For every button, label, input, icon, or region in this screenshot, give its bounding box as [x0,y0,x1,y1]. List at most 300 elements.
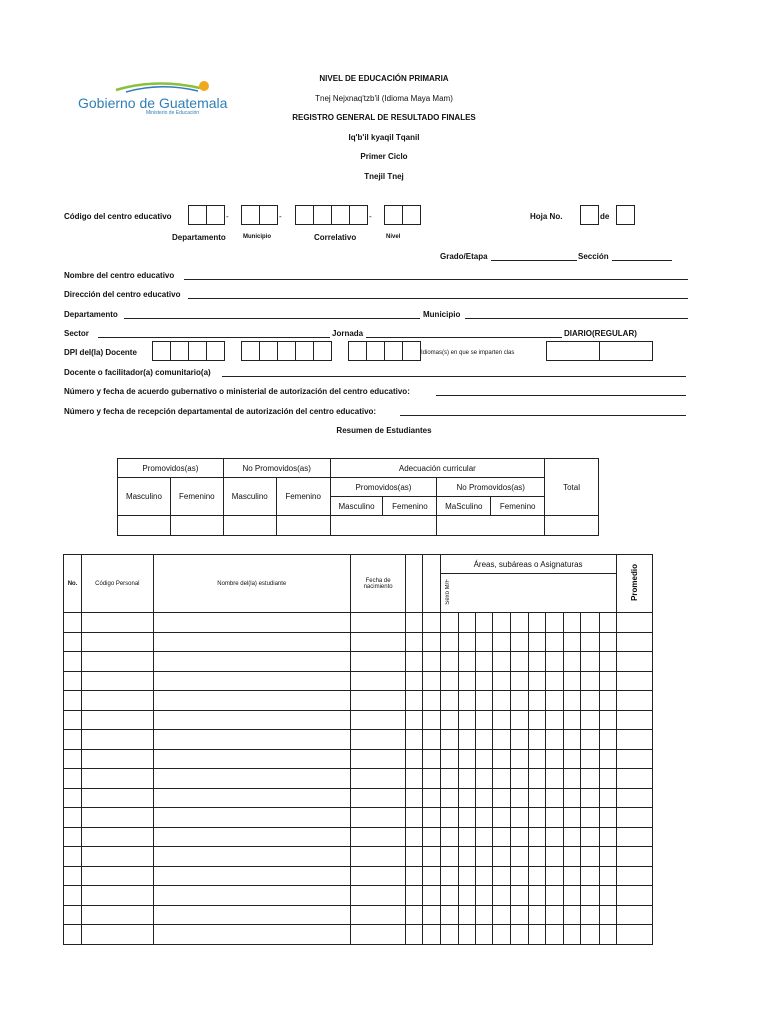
table-cell[interactable] [82,866,153,886]
table-cell[interactable] [350,749,405,769]
table-cell[interactable] [153,827,350,847]
table-cell[interactable] [492,691,510,711]
table-cell[interactable] [350,671,405,691]
table-cell[interactable] [153,866,350,886]
table-cell[interactable] [564,866,581,886]
table-cell[interactable] [82,613,153,633]
table-cell[interactable] [581,905,599,925]
table-cell[interactable] [564,691,581,711]
table-cell[interactable] [153,613,350,633]
table-cell[interactable] [492,788,510,808]
table-cell[interactable] [64,847,82,867]
table-cell[interactable] [458,866,475,886]
table-cell[interactable] [599,925,616,945]
table-cell[interactable] [475,710,492,730]
table-cell[interactable] [599,710,616,730]
table-cell[interactable] [510,827,528,847]
table-cell[interactable] [458,788,475,808]
table-cell[interactable] [475,847,492,867]
sector-field[interactable] [98,337,330,338]
table-cell[interactable] [423,730,440,750]
table-cell[interactable] [529,788,546,808]
resumen-cell[interactable] [437,516,545,536]
table-cell[interactable] [64,671,82,691]
table-cell[interactable] [153,847,350,867]
table-cell[interactable] [153,808,350,828]
table-cell[interactable] [350,652,405,672]
table-cell[interactable] [350,905,405,925]
table-cell[interactable] [546,691,564,711]
table-cell[interactable] [475,613,492,633]
table-cell[interactable] [423,749,440,769]
table-cell[interactable] [153,710,350,730]
table-cell[interactable] [153,905,350,925]
table-cell[interactable] [510,749,528,769]
resumen-cell[interactable] [545,516,599,536]
table-cell[interactable] [440,632,458,652]
table-cell[interactable] [458,847,475,867]
table-cell[interactable] [616,847,652,867]
table-cell[interactable] [616,808,652,828]
table-cell[interactable] [564,808,581,828]
table-cell[interactable] [458,905,475,925]
table-cell[interactable] [350,788,405,808]
table-cell[interactable] [510,925,528,945]
table-cell[interactable] [529,749,546,769]
table-cell[interactable] [350,691,405,711]
table-cell[interactable] [546,749,564,769]
table-cell[interactable] [599,827,616,847]
table-cell[interactable] [475,671,492,691]
table-cell[interactable] [406,769,423,789]
table-cell[interactable] [64,886,82,906]
table-cell[interactable] [82,905,153,925]
table-cell[interactable] [581,847,599,867]
table-cell[interactable] [475,652,492,672]
table-cell[interactable] [458,808,475,828]
resumen-cell[interactable] [330,516,437,536]
table-cell[interactable] [581,788,599,808]
table-cell[interactable] [510,691,528,711]
table-cell[interactable] [406,730,423,750]
departamento-field[interactable] [124,318,420,319]
table-cell[interactable] [458,632,475,652]
table-cell[interactable] [423,671,440,691]
resumen-cell[interactable] [276,516,330,536]
table-cell[interactable] [440,613,458,633]
table-cell[interactable] [458,827,475,847]
table-cell[interactable] [616,925,652,945]
table-cell[interactable] [616,866,652,886]
table-cell[interactable] [475,749,492,769]
resumen-cell[interactable] [118,516,171,536]
direccion-field[interactable] [188,298,688,299]
table-cell[interactable] [350,866,405,886]
table-cell[interactable] [529,730,546,750]
table-cell[interactable] [440,866,458,886]
table-cell[interactable] [423,905,440,925]
table-cell[interactable] [529,632,546,652]
table-cell[interactable] [406,652,423,672]
table-cell[interactable] [564,827,581,847]
table-cell[interactable] [599,749,616,769]
table-cell[interactable] [458,886,475,906]
table-cell[interactable] [492,925,510,945]
table-cell[interactable] [440,925,458,945]
table-cell[interactable] [546,847,564,867]
table-cell[interactable] [581,652,599,672]
table-cell[interactable] [529,691,546,711]
table-cell[interactable] [475,788,492,808]
table-cell[interactable] [599,769,616,789]
municipio-field[interactable] [465,318,688,319]
table-cell[interactable] [581,710,599,730]
table-cell[interactable] [82,632,153,652]
table-cell[interactable] [564,769,581,789]
table-cell[interactable] [406,671,423,691]
table-cell[interactable] [492,886,510,906]
table-cell[interactable] [581,749,599,769]
table-cell[interactable] [406,827,423,847]
table-cell[interactable] [458,749,475,769]
table-cell[interactable] [82,652,153,672]
table-cell[interactable] [510,632,528,652]
table-cell[interactable] [82,710,153,730]
table-cell[interactable] [475,866,492,886]
table-cell[interactable] [475,925,492,945]
table-cell[interactable] [64,710,82,730]
table-cell[interactable] [423,613,440,633]
table-cell[interactable] [492,827,510,847]
table-cell[interactable] [64,730,82,750]
table-cell[interactable] [64,808,82,828]
table-cell[interactable] [492,847,510,867]
table-cell[interactable] [564,905,581,925]
table-cell[interactable] [153,730,350,750]
table-cell[interactable] [546,827,564,847]
hoja-total-box[interactable] [616,205,635,225]
table-cell[interactable] [581,691,599,711]
table-cell[interactable] [616,769,652,789]
table-cell[interactable] [546,886,564,906]
table-cell[interactable] [82,788,153,808]
table-cell[interactable] [64,613,82,633]
table-cell[interactable] [581,925,599,945]
table-cell[interactable] [458,925,475,945]
table-cell[interactable] [406,788,423,808]
table-cell[interactable] [82,730,153,750]
table-cell[interactable] [564,632,581,652]
table-cell[interactable] [153,691,350,711]
table-cell[interactable] [406,847,423,867]
table-cell[interactable] [64,652,82,672]
table-cell[interactable] [546,710,564,730]
table-cell[interactable] [406,905,423,925]
table-cell[interactable] [599,788,616,808]
table-cell[interactable] [440,808,458,828]
table-cell[interactable] [475,905,492,925]
table-cell[interactable] [529,925,546,945]
table-cell[interactable] [475,808,492,828]
table-cell[interactable] [616,691,652,711]
table-cell[interactable] [529,808,546,828]
table-cell[interactable] [599,613,616,633]
table-cell[interactable] [581,613,599,633]
recepcion-field[interactable] [400,415,686,416]
table-cell[interactable] [350,886,405,906]
nombre-field[interactable] [184,279,688,280]
table-cell[interactable] [581,886,599,906]
table-cell[interactable] [458,613,475,633]
table-cell[interactable] [440,788,458,808]
table-cell[interactable] [153,749,350,769]
table-cell[interactable] [350,613,405,633]
table-cell[interactable] [510,613,528,633]
table-cell[interactable] [64,691,82,711]
table-cell[interactable] [64,905,82,925]
table-cell[interactable] [423,691,440,711]
table-cell[interactable] [153,652,350,672]
table-cell[interactable] [350,808,405,828]
table-cell[interactable] [82,886,153,906]
table-cell[interactable] [475,769,492,789]
table-cell[interactable] [458,691,475,711]
table-cell[interactable] [616,827,652,847]
table-cell[interactable] [529,827,546,847]
table-cell[interactable] [616,710,652,730]
grado-field[interactable] [491,260,577,261]
table-cell[interactable] [599,808,616,828]
table-cell[interactable] [153,788,350,808]
table-cell[interactable] [423,652,440,672]
table-cell[interactable] [529,847,546,867]
table-cell[interactable] [599,691,616,711]
table-cell[interactable] [423,925,440,945]
table-cell[interactable] [492,808,510,828]
table-cell[interactable] [510,730,528,750]
table-cell[interactable] [423,632,440,652]
table-cell[interactable] [616,886,652,906]
table-cell[interactable] [599,866,616,886]
table-cell[interactable] [406,613,423,633]
table-cell[interactable] [581,671,599,691]
table-cell[interactable] [510,905,528,925]
table-cell[interactable] [350,769,405,789]
table-cell[interactable] [406,710,423,730]
table-cell[interactable] [458,671,475,691]
table-cell[interactable] [423,886,440,906]
table-cell[interactable] [82,808,153,828]
table-cell[interactable] [440,769,458,789]
table-cell[interactable] [82,691,153,711]
table-cell[interactable] [510,652,528,672]
table-cell[interactable] [423,769,440,789]
table-cell[interactable] [581,769,599,789]
table-cell[interactable] [599,905,616,925]
acuerdo-field[interactable] [436,395,686,396]
table-cell[interactable] [440,730,458,750]
table-cell[interactable] [546,808,564,828]
idiomas-box-1[interactable] [546,341,600,361]
table-cell[interactable] [492,613,510,633]
table-cell[interactable] [423,808,440,828]
table-cell[interactable] [82,925,153,945]
hoja-number-box[interactable] [580,205,599,225]
table-cell[interactable] [564,613,581,633]
table-cell[interactable] [546,866,564,886]
table-cell[interactable] [64,866,82,886]
table-cell[interactable] [406,632,423,652]
table-cell[interactable] [616,613,652,633]
table-cell[interactable] [581,730,599,750]
table-cell[interactable] [153,925,350,945]
table-cell[interactable] [82,769,153,789]
table-cell[interactable] [546,925,564,945]
table-cell[interactable] [546,769,564,789]
table-cell[interactable] [64,788,82,808]
table-cell[interactable] [64,769,82,789]
table-cell[interactable] [564,671,581,691]
table-cell[interactable] [616,730,652,750]
table-cell[interactable] [564,925,581,945]
table-cell[interactable] [64,632,82,652]
table-cell[interactable] [440,671,458,691]
table-cell[interactable] [529,671,546,691]
jornada-field[interactable] [366,337,562,338]
table-cell[interactable] [82,827,153,847]
table-cell[interactable] [64,925,82,945]
table-cell[interactable] [510,710,528,730]
table-cell[interactable] [492,905,510,925]
table-cell[interactable] [564,652,581,672]
table-cell[interactable] [350,632,405,652]
table-cell[interactable] [529,866,546,886]
table-cell[interactable] [546,788,564,808]
table-cell[interactable] [153,886,350,906]
table-cell[interactable] [546,652,564,672]
table-cell[interactable] [510,769,528,789]
table-cell[interactable] [564,847,581,867]
table-cell[interactable] [82,749,153,769]
resumen-cell[interactable] [223,516,276,536]
table-cell[interactable] [423,710,440,730]
table-cell[interactable] [510,847,528,867]
table-cell[interactable] [440,886,458,906]
table-cell[interactable] [564,730,581,750]
table-cell[interactable] [458,652,475,672]
table-cell[interactable] [492,632,510,652]
table-cell[interactable] [599,652,616,672]
table-cell[interactable] [616,632,652,652]
table-cell[interactable] [510,808,528,828]
table-cell[interactable] [599,886,616,906]
table-cell[interactable] [82,671,153,691]
table-cell[interactable] [564,788,581,808]
table-cell[interactable] [599,847,616,867]
table-cell[interactable] [423,827,440,847]
docente-field[interactable] [222,376,686,377]
table-cell[interactable] [510,886,528,906]
table-cell[interactable] [475,886,492,906]
table-cell[interactable] [546,905,564,925]
table-cell[interactable] [581,632,599,652]
table-cell[interactable] [458,769,475,789]
seccion-field[interactable] [612,260,672,261]
table-cell[interactable] [616,652,652,672]
table-cell[interactable] [492,866,510,886]
table-cell[interactable] [82,847,153,867]
table-cell[interactable] [492,710,510,730]
table-cell[interactable] [510,671,528,691]
table-cell[interactable] [492,652,510,672]
table-cell[interactable] [406,866,423,886]
table-cell[interactable] [599,671,616,691]
table-cell[interactable] [406,886,423,906]
table-cell[interactable] [153,671,350,691]
resumen-cell[interactable] [170,516,223,536]
table-cell[interactable] [440,710,458,730]
table-cell[interactable] [529,710,546,730]
table-cell[interactable] [564,749,581,769]
table-cell[interactable] [406,749,423,769]
table-cell[interactable] [581,827,599,847]
table-cell[interactable] [350,710,405,730]
table-cell[interactable] [350,827,405,847]
table-cell[interactable] [440,905,458,925]
table-cell[interactable] [564,710,581,730]
table-cell[interactable] [350,847,405,867]
table-cell[interactable] [475,730,492,750]
table-cell[interactable] [616,788,652,808]
table-cell[interactable] [529,652,546,672]
table-cell[interactable] [440,847,458,867]
table-cell[interactable] [475,691,492,711]
table-cell[interactable] [492,671,510,691]
table-cell[interactable] [529,886,546,906]
table-cell[interactable] [599,632,616,652]
table-cell[interactable] [458,730,475,750]
table-cell[interactable] [546,613,564,633]
table-cell[interactable] [529,769,546,789]
table-cell[interactable] [616,671,652,691]
table-cell[interactable] [616,749,652,769]
table-cell[interactable] [458,710,475,730]
idiomas-box-2[interactable] [599,341,653,361]
table-cell[interactable] [546,632,564,652]
table-cell[interactable] [546,730,564,750]
table-cell[interactable] [423,788,440,808]
table-cell[interactable] [406,808,423,828]
table-cell[interactable] [492,730,510,750]
table-cell[interactable] [564,886,581,906]
table-cell[interactable] [510,866,528,886]
table-cell[interactable] [350,925,405,945]
table-cell[interactable] [153,769,350,789]
table-cell[interactable] [546,671,564,691]
table-cell[interactable] [475,827,492,847]
table-cell[interactable] [475,632,492,652]
table-cell[interactable] [581,808,599,828]
table-cell[interactable] [599,730,616,750]
table-cell[interactable] [529,613,546,633]
table-cell[interactable] [423,866,440,886]
table-cell[interactable] [64,749,82,769]
table-cell[interactable] [440,827,458,847]
table-cell[interactable] [153,632,350,652]
table-cell[interactable] [440,749,458,769]
table-cell[interactable] [492,749,510,769]
table-cell[interactable] [492,769,510,789]
